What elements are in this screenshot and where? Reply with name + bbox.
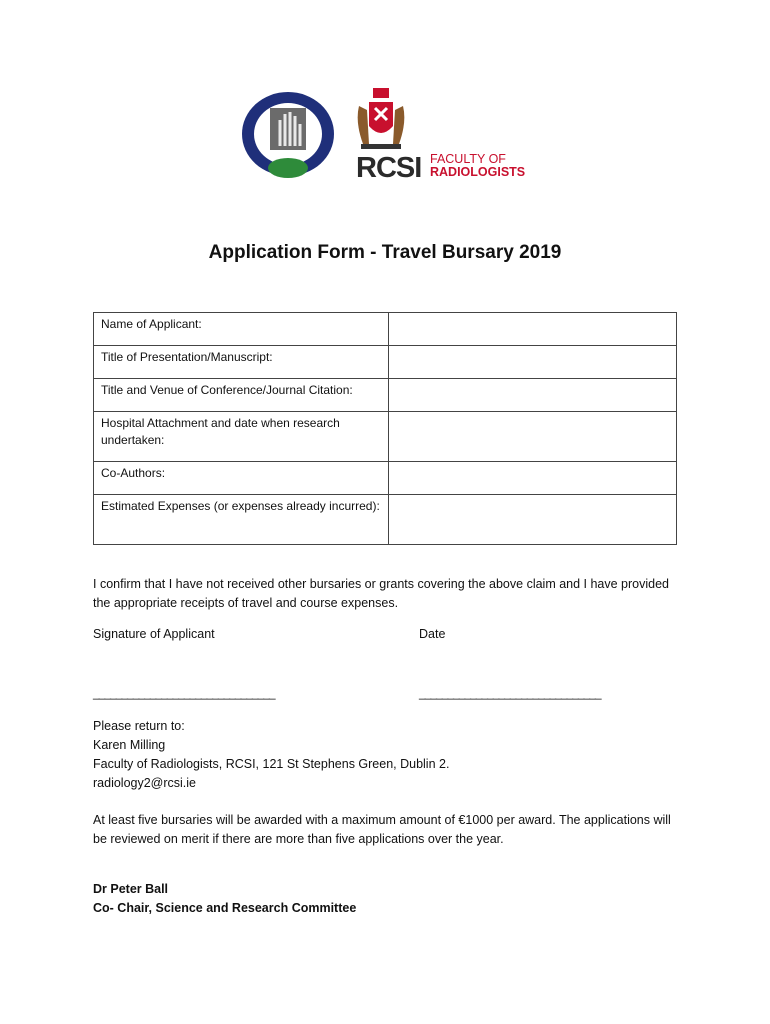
row-label: Title of Presentation/Manuscript:: [94, 346, 389, 379]
signatory-role: Co- Chair, Science and Research Committee: [93, 901, 357, 915]
return-email[interactable]: radiology2@rcsi.ie: [93, 776, 197, 790]
faculty-line-2: RADIOLOGISTS: [430, 165, 526, 179]
row-label: Estimated Expenses (or expenses already incurred):: [94, 495, 389, 545]
faculty-wordmark: [430, 153, 525, 179]
signature-label: Signature of Applicant: [93, 627, 215, 641]
hospital-attachment-field[interactable]: [389, 412, 677, 462]
faculty-seal-logo: [238, 90, 338, 182]
page-title: Application Form - Travel Bursary 2019: [208, 242, 562, 263]
return-address: Faculty of Radiologists, RCSI, 121 St Stephens Green, Dublin 2.: [93, 757, 450, 771]
signatory-name: Dr Peter Ball: [93, 882, 169, 896]
table-row: [94, 313, 677, 346]
row-label: Name of Applicant:: [94, 313, 389, 346]
table-row: [94, 346, 677, 379]
presentation-title-field[interactable]: [389, 346, 677, 379]
table-row: [94, 462, 677, 495]
return-heading: Please return to:: [93, 719, 185, 733]
estimated-expenses-field[interactable]: [389, 495, 677, 545]
table-row: [94, 379, 677, 412]
confirmation-text: I confirm that I have not received other bursaries or grants covering the above claim and I have provided the appropriate receipts of travel and course expenses.: [93, 577, 670, 610]
name-of-applicant-field[interactable]: [389, 313, 677, 346]
award-note: At least five bursaries will be awarded with a maximum amount of €1000 per award. The applications will be reviewed on merit if there are more than five applications over the year.: [93, 813, 671, 846]
faculty-line-1: FACULTY OF: [430, 152, 506, 166]
table-row: [94, 495, 677, 545]
signature-line[interactable]: ________________________________: [93, 686, 275, 700]
signatory-block: [93, 880, 683, 918]
return-block: [93, 717, 683, 793]
row-label: Co-Authors:: [94, 462, 389, 495]
row-label: Hospital Attachment and date when research undertaken:: [94, 412, 389, 462]
return-name: Karen Milling: [93, 738, 166, 752]
date-label: Date: [419, 627, 446, 641]
logos: [238, 86, 538, 186]
row-label: Title and Venue of Conference/Journal Citation:: [94, 379, 389, 412]
application-table: [93, 312, 677, 545]
rcsi-wordmark: RCSI: [356, 152, 422, 184]
table-row: [94, 412, 677, 462]
date-line[interactable]: ________________________________: [419, 686, 601, 700]
conference-venue-field[interactable]: [389, 379, 677, 412]
co-authors-field[interactable]: [389, 462, 677, 495]
rcsi-crest-logo: [353, 86, 409, 150]
